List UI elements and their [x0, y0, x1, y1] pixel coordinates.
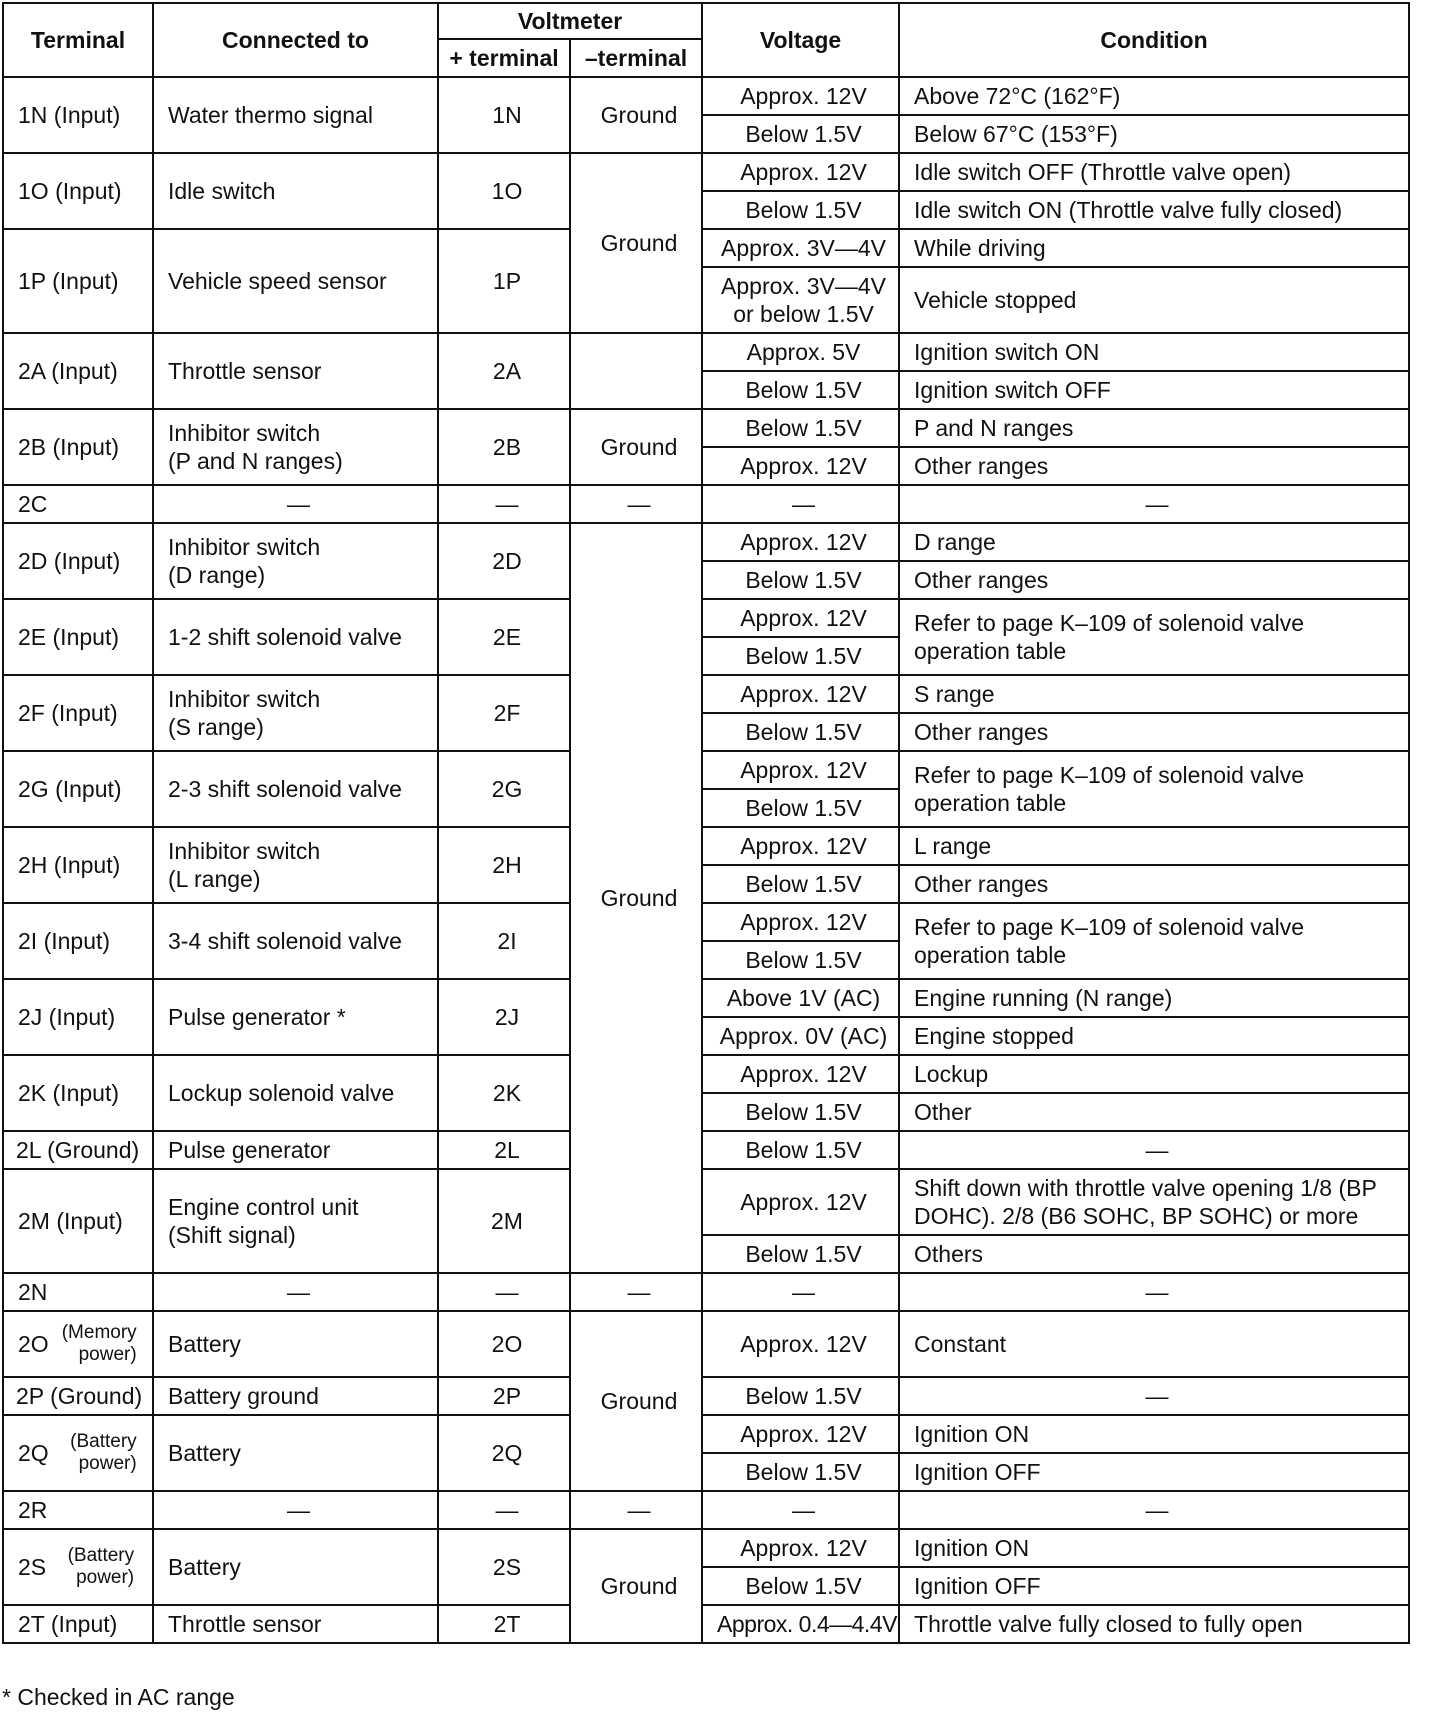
- connected-line: (S range): [168, 714, 264, 740]
- connected-cell: Battery: [153, 1415, 438, 1491]
- terminal-cell: 2L (Ground): [3, 1131, 153, 1169]
- dash-cell: —: [438, 1273, 570, 1311]
- connected-line: Inhibitor switch: [168, 686, 321, 712]
- table-row-2Q: [3, 1415, 1409, 1453]
- connected-line: (P and N ranges): [168, 448, 343, 474]
- plus-terminal-cell: 2F: [438, 675, 570, 751]
- table-row-2B: [3, 409, 1409, 447]
- minus-terminal-cell: Ground: [570, 523, 702, 1273]
- voltage-cell: Below 1.5V: [702, 1235, 899, 1273]
- condition-cell: Other: [899, 1093, 1409, 1131]
- condition-cell: Above 72°C (162°F): [899, 77, 1409, 115]
- voltage-cell: Below 1.5V: [702, 561, 899, 599]
- condition-line: DOHC). 2/8 (B6 SOHC, BP SOHC) or more: [914, 1203, 1359, 1229]
- terminal-voltage-table-page: [2, 2, 1408, 1644]
- terminal-id: 2S: [18, 1554, 47, 1580]
- voltage-cell: Approx. 3V—4V: [702, 229, 899, 267]
- connected-cell: [153, 409, 438, 485]
- condition-cell: Ignition switch OFF: [899, 371, 1409, 409]
- header-terminal: Terminal: [3, 3, 153, 77]
- condition-cell: Ignition ON: [899, 1529, 1409, 1567]
- condition-cell: Ignition OFF: [899, 1567, 1409, 1605]
- voltage-line: Approx. 3V—4V: [721, 273, 886, 299]
- voltage-cell: Approx. 0V (AC): [702, 1017, 899, 1055]
- condition-cell: Other ranges: [899, 561, 1409, 599]
- terminal-cell: 2G (Input): [3, 751, 153, 827]
- table-row-2O: [3, 1311, 1409, 1377]
- dash-cell: —: [438, 1491, 570, 1529]
- table-row-2T: [3, 1605, 1409, 1643]
- connected-cell: Pulse generator: [153, 1131, 438, 1169]
- table-row-2I: [3, 903, 1409, 941]
- connected-cell: [153, 827, 438, 903]
- plus-terminal-cell: 2H: [438, 827, 570, 903]
- dash-cell: —: [702, 1491, 899, 1529]
- plus-terminal-cell: 2B: [438, 409, 570, 485]
- minus-terminal-cell: Ground: [570, 1311, 702, 1491]
- voltage-cell: Approx. 12V: [702, 153, 899, 191]
- minus-terminal-cell: Ground: [570, 153, 702, 333]
- voltage-cell: Below 1.5V: [702, 637, 899, 675]
- plus-terminal-cell: 2L: [438, 1131, 570, 1169]
- terminal-note: (Battery power): [70, 1431, 137, 1474]
- dash-cell: —: [438, 485, 570, 523]
- connected-line: (Shift signal): [168, 1222, 296, 1248]
- condition-line: Refer to page K–109 of solenoid valve: [914, 610, 1305, 636]
- table-row-2D: [3, 523, 1409, 561]
- connected-cell: [153, 1169, 438, 1273]
- terminal-cell: 1P (Input): [3, 229, 153, 333]
- voltage-cell: Below 1.5V: [702, 789, 899, 827]
- condition-cell: Ignition ON: [899, 1415, 1409, 1453]
- connected-cell: Idle switch: [153, 153, 438, 229]
- plus-terminal-cell: 2O: [438, 1311, 570, 1377]
- table-row-2J: [3, 979, 1409, 1017]
- condition-cell: Engine stopped: [899, 1017, 1409, 1055]
- voltage-cell: Below 1.5V: [702, 115, 899, 153]
- table-row-1N: [3, 77, 1409, 115]
- condition-cell: [899, 1169, 1409, 1235]
- voltage-cell: Below 1.5V: [702, 191, 899, 229]
- condition-cell: Vehicle stopped: [899, 267, 1409, 333]
- voltage-cell: Approx. 12V: [702, 77, 899, 115]
- plus-terminal-cell: 2I: [438, 903, 570, 979]
- plus-terminal-cell: 2K: [438, 1055, 570, 1131]
- plus-terminal-cell: 2A: [438, 333, 570, 409]
- voltage-line: or below 1.5V: [733, 301, 874, 327]
- condition-cell: Throttle valve fully closed to fully open: [899, 1605, 1409, 1643]
- terminal-cell: 2N: [3, 1273, 153, 1311]
- terminal-cell: 2I (Input): [3, 903, 153, 979]
- terminal-cell: 2A (Input): [3, 333, 153, 409]
- voltage-cell: Approx. 12V: [702, 751, 899, 789]
- condition-cell: D range: [899, 523, 1409, 561]
- voltage-cell: Approx. 12V: [702, 1169, 899, 1235]
- condition-cell: Other ranges: [899, 447, 1409, 485]
- terminal-cell: 2R: [3, 1491, 153, 1529]
- voltage-cell: Approx. 12V: [702, 903, 899, 941]
- voltage-cell: Below 1.5V: [702, 713, 899, 751]
- dash-cell: —: [570, 485, 702, 523]
- voltage-cell: [702, 267, 899, 333]
- condition-cell: [899, 599, 1409, 675]
- table-row-2L: [3, 1131, 1409, 1169]
- voltage-cell: Approx. 12V: [702, 523, 899, 561]
- terminal-note: (Battery power): [67, 1545, 135, 1588]
- condition-cell: Idle switch OFF (Throttle valve open): [899, 153, 1409, 191]
- table-row-2N: [3, 1273, 1409, 1311]
- condition-cell: Ignition switch ON: [899, 333, 1409, 371]
- terminal-cell: 2P (Ground): [3, 1377, 153, 1415]
- voltage-cell: Above 1V (AC): [702, 979, 899, 1017]
- table-row-2K: [3, 1055, 1409, 1093]
- header-condition: Condition: [899, 3, 1409, 77]
- dash-cell: —: [153, 1491, 438, 1529]
- connected-cell: Battery ground: [153, 1377, 438, 1415]
- connected-line: Inhibitor switch: [168, 838, 321, 864]
- plus-terminal-cell: 2E: [438, 599, 570, 675]
- connected-cell: Throttle sensor: [153, 1605, 438, 1643]
- voltage-cell: Approx. 5V: [702, 333, 899, 371]
- dash-cell: —: [899, 1131, 1409, 1169]
- condition-cell: Other ranges: [899, 713, 1409, 751]
- condition-cell: S range: [899, 675, 1409, 713]
- header-voltage: Voltage: [702, 3, 899, 77]
- table-row-2M: [3, 1169, 1409, 1235]
- terminal-cell: 2B (Input): [3, 409, 153, 485]
- dash-cell: —: [153, 1273, 438, 1311]
- plus-terminal-cell: 1N: [438, 77, 570, 153]
- connected-cell: 3-4 shift solenoid valve: [153, 903, 438, 979]
- condition-cell: Other ranges: [899, 865, 1409, 903]
- connected-cell: Battery: [153, 1311, 438, 1377]
- table-row-2P: [3, 1377, 1409, 1415]
- terminal-cell: 2K (Input): [3, 1055, 153, 1131]
- table-row-2A: [3, 333, 1409, 371]
- table-row-2F: [3, 675, 1409, 713]
- plus-terminal-cell: 2S: [438, 1529, 570, 1605]
- dash-cell: —: [702, 1273, 899, 1311]
- terminal-id: 2O: [18, 1331, 49, 1357]
- table-row-2E: [3, 599, 1409, 637]
- minus-terminal-cell: [570, 333, 702, 409]
- condition-line: operation table: [914, 790, 1067, 816]
- table-row-1O: [3, 153, 1409, 191]
- plus-terminal-cell: 2D: [438, 523, 570, 599]
- voltage-cell: Approx. 12V: [702, 599, 899, 637]
- voltage-cell: Below 1.5V: [702, 865, 899, 903]
- terminal-cell: 2T (Input): [3, 1605, 153, 1643]
- connected-cell: Throttle sensor: [153, 333, 438, 409]
- minus-terminal-cell: Ground: [570, 409, 702, 485]
- plus-terminal-cell: 2Q: [438, 1415, 570, 1491]
- condition-cell: Idle switch ON (Throttle valve fully closed): [899, 191, 1409, 229]
- dash-cell: —: [153, 485, 438, 523]
- dash-cell: —: [570, 1491, 702, 1529]
- table-row-2G: [3, 751, 1409, 789]
- voltage-cell: Approx. 12V: [702, 1529, 899, 1567]
- header-voltmeter: Voltmeter: [438, 3, 702, 39]
- connected-cell: Water thermo signal: [153, 77, 438, 153]
- minus-terminal-cell: Ground: [570, 77, 702, 153]
- terminal-cell: [3, 1311, 153, 1377]
- connected-cell: Vehicle speed sensor: [153, 229, 438, 333]
- plus-terminal-cell: 2P: [438, 1377, 570, 1415]
- connected-cell: 1-2 shift solenoid valve: [153, 599, 438, 675]
- table-row-2S: [3, 1529, 1409, 1567]
- voltage-cell: Approx. 12V: [702, 1415, 899, 1453]
- minus-terminal-cell: Ground: [570, 1529, 702, 1643]
- terminal-cell: 2J (Input): [3, 979, 153, 1055]
- voltage-cell: Below 1.5V: [702, 409, 899, 447]
- terminal-cell: 2F (Input): [3, 675, 153, 751]
- condition-cell: Below 67°C (153°F): [899, 115, 1409, 153]
- plus-terminal-cell: 2G: [438, 751, 570, 827]
- condition-cell: [899, 903, 1409, 979]
- terminal-cell: 2D (Input): [3, 523, 153, 599]
- voltage-cell: Below 1.5V: [702, 371, 899, 409]
- terminal-cell: 2M (Input): [3, 1169, 153, 1273]
- header-minus-terminal: –terminal: [570, 39, 702, 77]
- plus-terminal-cell: 2J: [438, 979, 570, 1055]
- voltage-cell: Below 1.5V: [702, 1131, 899, 1169]
- condition-line: Shift down with throttle valve opening 1/8 (BP: [914, 1175, 1377, 1201]
- condition-line: Refer to page K–109 of solenoid valve: [914, 762, 1305, 788]
- terminal-note: (Memory power): [61, 1322, 137, 1365]
- terminal-cell: [3, 1415, 153, 1491]
- condition-line: operation table: [914, 638, 1067, 664]
- condition-cell: Ignition OFF: [899, 1453, 1409, 1491]
- footnote: * Checked in AC range: [2, 1684, 235, 1710]
- connected-cell: [153, 675, 438, 751]
- terminal-cell: 2H (Input): [3, 827, 153, 903]
- connected-line: Inhibitor switch: [168, 420, 321, 446]
- dash-cell: —: [570, 1273, 702, 1311]
- condition-line: operation table: [914, 942, 1067, 968]
- condition-cell: L range: [899, 827, 1409, 865]
- condition-cell: Engine running (N range): [899, 979, 1409, 1017]
- terminal-cell: 2C: [3, 485, 153, 523]
- condition-cell: Lockup: [899, 1055, 1409, 1093]
- voltage-cell: Approx. 0.4—4.4V: [702, 1605, 899, 1643]
- dash-cell: —: [899, 1377, 1409, 1415]
- table-row-2R: [3, 1491, 1409, 1529]
- condition-cell: Constant: [899, 1311, 1409, 1377]
- terminal-cell: 2E (Input): [3, 599, 153, 675]
- table-row-2H: [3, 827, 1409, 865]
- dash-cell: —: [899, 1491, 1409, 1529]
- connected-cell: 2-3 shift solenoid valve: [153, 751, 438, 827]
- voltage-cell: Approx. 12V: [702, 827, 899, 865]
- terminal-cell: 1O (Input): [3, 153, 153, 229]
- connected-cell: Lockup solenoid valve: [153, 1055, 438, 1131]
- table-row-2C: [3, 485, 1409, 523]
- terminal-cell: [3, 1529, 153, 1605]
- header-connected-to: Connected to: [153, 3, 438, 77]
- header-plus-terminal: + terminal: [438, 39, 570, 77]
- condition-cell: P and N ranges: [899, 409, 1409, 447]
- connected-line: Inhibitor switch: [168, 534, 321, 560]
- plus-terminal-cell: 1O: [438, 153, 570, 229]
- voltage-cell: Below 1.5V: [702, 1093, 899, 1131]
- table-row-1P: [3, 229, 1409, 267]
- condition-line: Refer to page K–109 of solenoid valve: [914, 914, 1305, 940]
- voltage-cell: Below 1.5V: [702, 1377, 899, 1415]
- voltage-cell: Approx. 12V: [702, 1311, 899, 1377]
- voltage-cell: Approx. 12V: [702, 1055, 899, 1093]
- terminal-cell: 1N (Input): [3, 77, 153, 153]
- voltage-cell: Below 1.5V: [702, 1453, 899, 1491]
- voltage-cell: Approx. 12V: [702, 447, 899, 485]
- terminal-id: 2Q: [18, 1440, 49, 1466]
- condition-cell: [899, 751, 1409, 827]
- terminal-voltage-table: [2, 2, 1410, 1644]
- voltage-cell: Below 1.5V: [702, 1567, 899, 1605]
- condition-cell: While driving: [899, 229, 1409, 267]
- connected-line: (D range): [168, 562, 266, 588]
- connected-cell: Pulse generator *: [153, 979, 438, 1055]
- dash-cell: —: [899, 1273, 1409, 1311]
- dash-cell: —: [899, 485, 1409, 523]
- connected-line: (L range): [168, 866, 261, 892]
- condition-cell: Others: [899, 1235, 1409, 1273]
- plus-terminal-cell: 1P: [438, 229, 570, 333]
- connected-line: Engine control unit: [168, 1194, 359, 1220]
- plus-terminal-cell: 2T: [438, 1605, 570, 1643]
- voltage-cell: Approx. 12V: [702, 675, 899, 713]
- plus-terminal-cell: 2M: [438, 1169, 570, 1273]
- voltage-cell: Below 1.5V: [702, 941, 899, 979]
- dash-cell: —: [702, 485, 899, 523]
- connected-cell: [153, 523, 438, 599]
- connected-cell: Battery: [153, 1529, 438, 1605]
